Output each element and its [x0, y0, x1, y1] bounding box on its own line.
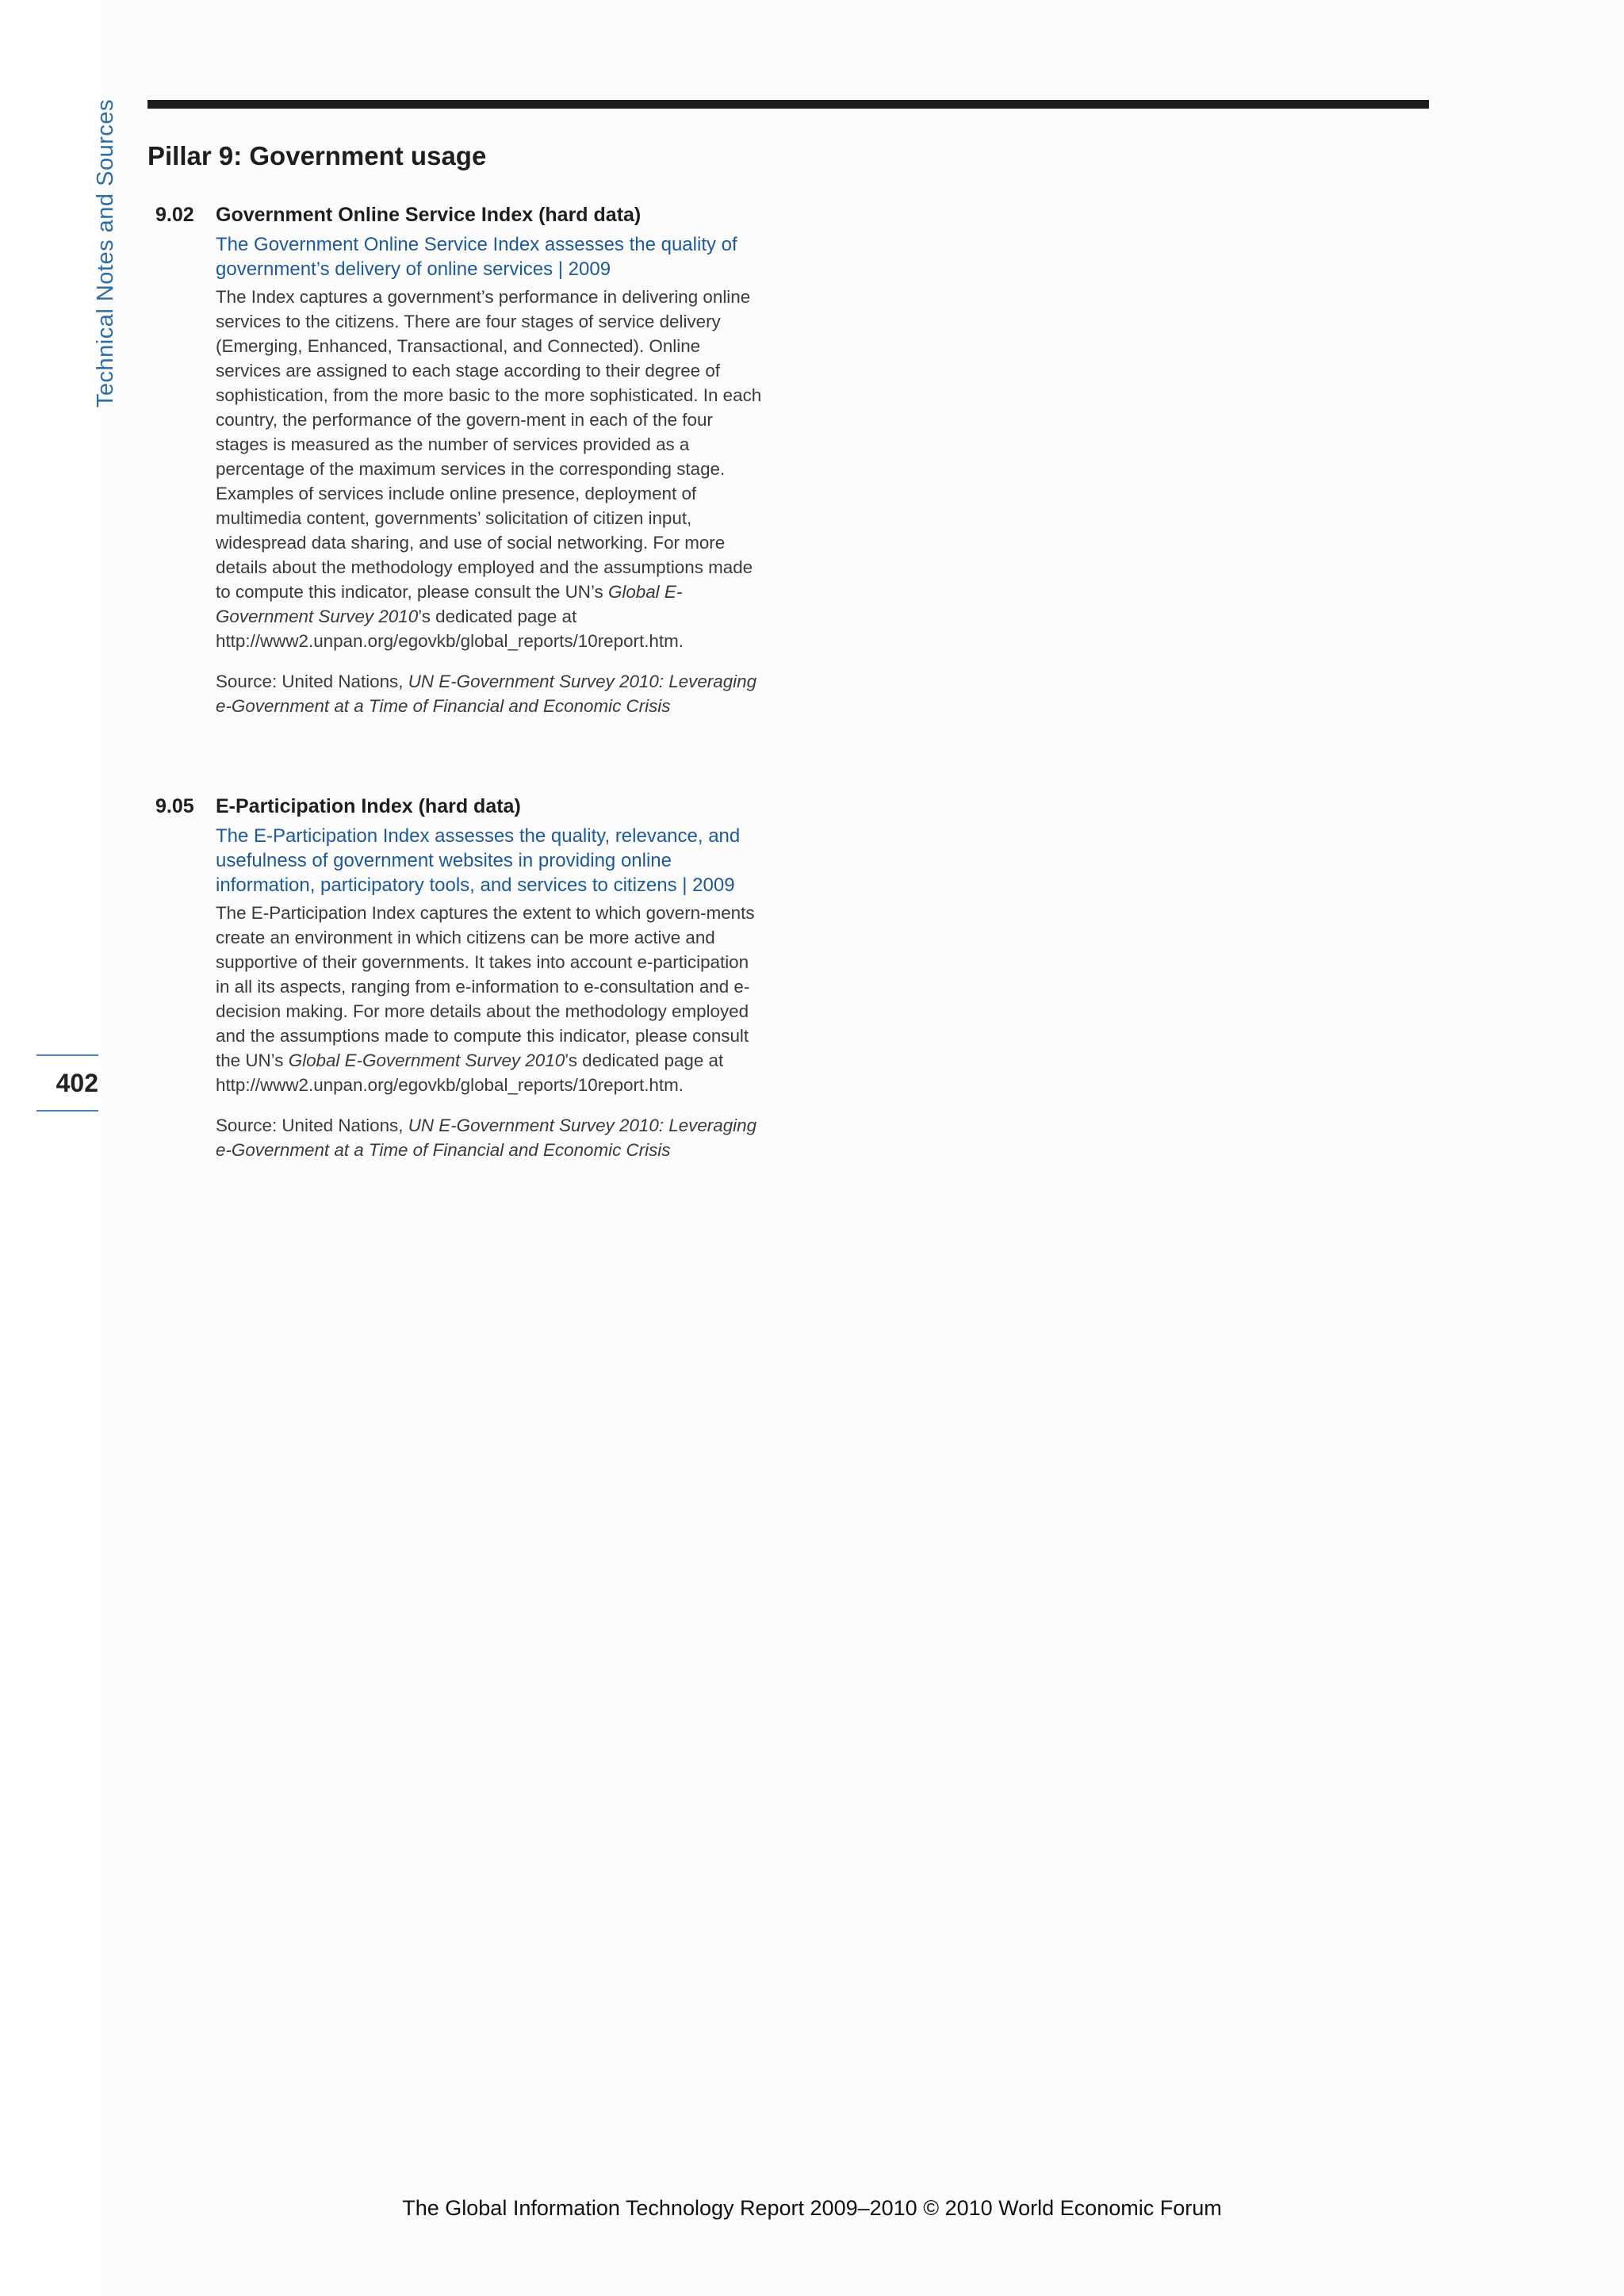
section-heading: [155, 201, 766, 228]
section-body: [216, 824, 766, 1162]
source-title: UN E-Government Survey 2010: Leveraging e-Government at a Time of Financial and Economic Crisis: [216, 672, 757, 716]
left-margin: [0, 0, 102, 2296]
section-number: 9.05: [155, 795, 194, 817]
section-source: [216, 669, 766, 718]
source-prefix: Source: United Nations,: [216, 672, 408, 691]
page-footer: The Global Information Technology Report 2009–2010 © 2010 World Economic Forum: [402, 2196, 1222, 2220]
description-text: The E-Participation Index captures the extent to which govern-ments create an environment in which citizens can be more active and supportive of their governments. It takes into account e-participation in all its aspects, ranging from e-information to e-consultation and e-decision making. For more details about the methodology employed and the assumptions made to compute this indicator, please consult the UN’s: [216, 903, 755, 1070]
description-italic: Global E-Government Survey 2010: [288, 1050, 565, 1070]
top-rule: [147, 100, 1429, 109]
page-number: 402: [56, 1068, 98, 1097]
running-section-label: Technical Notes and Sources: [93, 99, 118, 408]
description-italic: Global E-Government Survey 2010: [216, 582, 683, 626]
section-subtitle: The Government Online Service Index assesses the quality of government’s delivery of online services | 2009: [216, 234, 737, 280]
section-body: [216, 232, 766, 718]
section-description: [216, 285, 766, 653]
source-prefix: Source: United Nations,: [216, 1115, 408, 1135]
section-description: [216, 901, 766, 1097]
section-source: [216, 1113, 766, 1162]
section-title: E-Participation Index (hard data): [216, 795, 521, 817]
section-9-02: [155, 201, 766, 718]
pillar-title: Pillar 9: Government usage: [147, 141, 487, 170]
description-text-end: ’s dedicated page at http://www2.unpan.org/egovkb/global_reports/10report.htm.: [216, 1050, 724, 1095]
section-title: Government Online Service Index (hard data): [216, 204, 642, 226]
description-text-end: ’s dedicated page at http://www2.unpan.org/egovkb/global_reports/10report.htm.: [216, 607, 684, 651]
description-text: The Index captures a government’s performance in delivering online services to the citizens. There are four stages of service delivery (Emerging, Enhanced, Transactional, and Connected). Online services are assigned to each stage according to their degree of sophistication, from the more basic to the more sophisticated. In each country, the performance of the govern-ment in each of the four stages is measured as the number of services provided as a percentage of the maximum services in the corresponding stage. Examples of services include online presence, deployment of multimedia content, governments’ solicitation of citizen input, widespread data sharing, and use of social networking. For more details about the methodology employed and the assumptions made to compute this indicator, please consult the UN’s: [216, 287, 762, 602]
source-title: UN E-Government Survey 2010: Leveraging e-Government at a Time of Financial and Economic Crisis: [216, 1115, 757, 1160]
section-heading: [155, 793, 766, 820]
page-number-box: [36, 1054, 98, 1112]
section-subtitle: The E-Participation Index assesses the quality, relevance, and usefulness of government websites in providing online information, participatory tools, and services to citizens | 2009: [216, 825, 741, 896]
section-number: 9.02: [155, 204, 194, 226]
section-9-05: [155, 793, 766, 1162]
